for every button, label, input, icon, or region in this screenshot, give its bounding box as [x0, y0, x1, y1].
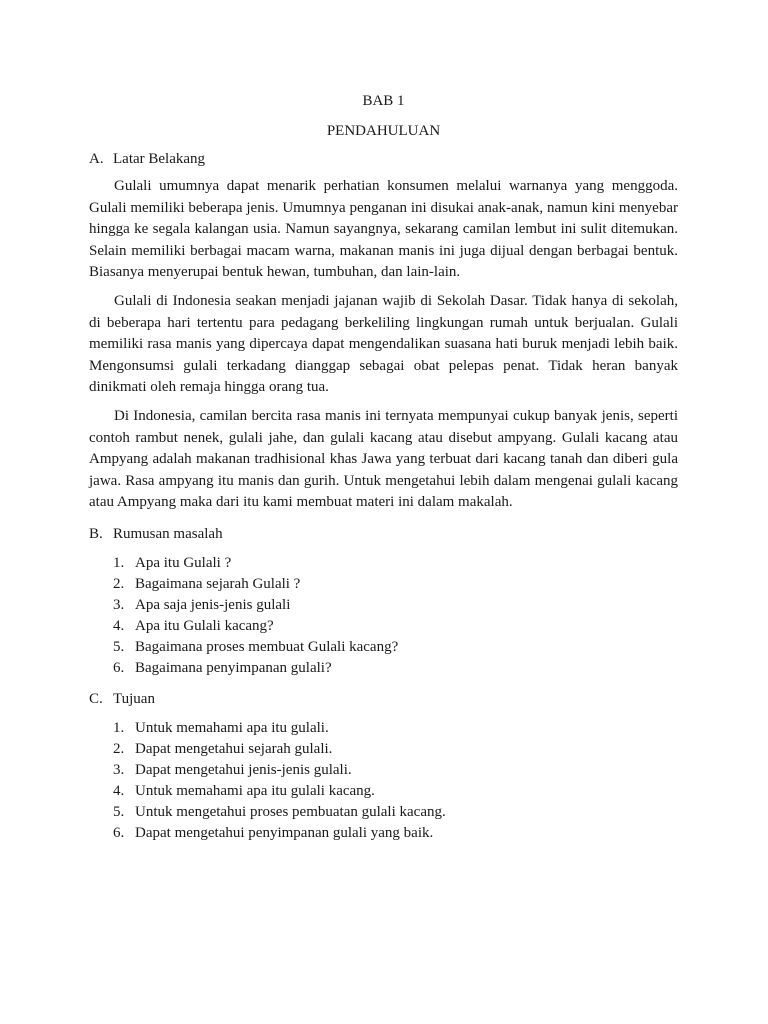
rumusan-masalah-list [89, 553, 678, 679]
list-item [113, 616, 678, 637]
list-text: Dapat mengetahui penyimpanan gulali yang baik. [135, 824, 434, 841]
paragraph: Gulali umumnya dapat menarik perhatian konsumen melalui warnanya yang menggoda. Gulali memiliki beberapa jenis. Umumnya penganan ini disukai anak-anak, namun kini menyebar hingga ke segala kalangan usia. Namun sayangnya, sekarang camilan lembut ini sulit ditemukan. Selain memiliki berbagai macam warna, makanan manis ini juga dijual dengan berbagai bentuk. Biasanya menyerupai bentuk hewan, tumbuhan, dan lain-lain. [89, 178, 678, 281]
list-text: Dapat mengetahui jenis-jenis gulali. [135, 761, 352, 778]
section-title: Rumusan masalah [113, 525, 223, 542]
list-item [113, 802, 678, 823]
list-text: Apa itu Gulali kacang? [135, 617, 274, 634]
list-item [113, 781, 678, 802]
list-number: 1. [113, 719, 125, 736]
list-item [113, 658, 678, 679]
list-item [113, 718, 678, 739]
list-text: Apa itu Gulali ? [135, 554, 232, 571]
list-text: Dapat mengetahui sejarah gulali. [135, 740, 333, 757]
list-item [113, 823, 678, 844]
list-item [113, 595, 678, 616]
list-text: Apa saja jenis-jenis gulali [135, 596, 291, 613]
chapter-label: BAB 1 [362, 93, 405, 109]
list-number: 2. [113, 575, 125, 592]
tujuan-list [89, 718, 678, 844]
list-number: 1. [113, 554, 125, 571]
list-text: Bagaimana penyimpanan gulali? [135, 659, 332, 676]
section-heading-rumusan-masalah [89, 523, 678, 545]
document-page [89, 90, 678, 844]
section-heading-tujuan [89, 688, 678, 710]
section-letter: B. [89, 525, 103, 542]
paragraph: Gulali di Indonesia seakan menjadi jajanan wajib di Sekolah Dasar. Tidak hanya di sekolah, di beberapa hari tertentu para pedagang berkeliling lingkungan rumah untuk berjualan. Gulali memiliki rasa manis yang dipercaya dapat mengendalikan suasana hati buruk menjadi lebih baik. Mengonsumsi gulali terkadang dianggap sebagai obat pelepas penat. Tidak heran banyak dinikmati oleh remaja hingga orang tua. [89, 292, 678, 396]
list-number: 6. [113, 824, 125, 841]
section-heading-latar-belakang [89, 148, 678, 170]
list-item [113, 739, 678, 760]
list-number: 2. [113, 740, 125, 757]
list-text: Untuk memahami apa itu gulali kacang. [135, 782, 375, 799]
list-text: Bagaimana proses membuat Gulali kacang? [135, 638, 399, 655]
section-title: Latar Belakang [113, 151, 206, 167]
list-item [113, 760, 678, 781]
list-item [113, 637, 678, 658]
chapter-title: PENDAHULUAN [326, 123, 441, 139]
section-letter: C. [89, 690, 103, 707]
list-text: Untuk memahami apa itu gulali. [135, 719, 329, 736]
list-text: Bagaimana sejarah Gulali ? [135, 575, 301, 592]
list-number: 5. [113, 638, 125, 655]
section-letter: A. [89, 151, 104, 167]
list-number: 4. [113, 782, 125, 799]
list-text: Untuk mengetahui proses pembuatan gulali kacang. [135, 803, 446, 820]
list-item [113, 553, 678, 574]
list-number: 3. [113, 761, 125, 778]
list-number: 6. [113, 659, 125, 676]
list-item [113, 574, 678, 595]
list-number: 5. [113, 803, 125, 820]
list-number: 4. [113, 617, 125, 634]
list-number: 3. [113, 596, 125, 613]
paragraph: Di Indonesia, camilan bercita rasa manis ini ternyata mempunyai cukup banyak jenis, seperti contoh rambut nenek, gulali jahe, dan gulali kacang atau disebut ampyang. Gulali kacang atau Ampyang adalah makanan tradhisional khas Jawa yang terbuat dari kacang tanah dan diberi gula jawa. Rasa ampyang itu manis dan gurih. Untuk mengetahui lebih dalam mengenai gulali kacang atau Ampyang maka dari itu kami membuat materi ini dalam makalah. [89, 407, 678, 511]
section-title: Tujuan [113, 690, 155, 707]
